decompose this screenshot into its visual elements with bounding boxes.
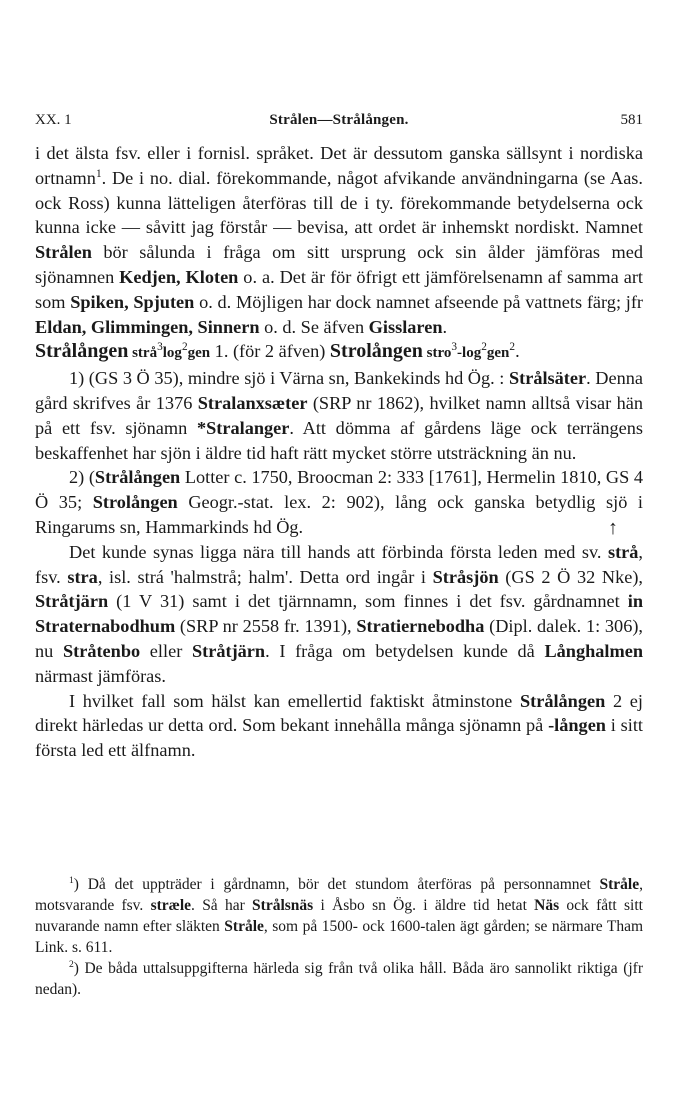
footnote-ref-2[interactable]: 2 (509, 341, 516, 354)
footnote-ref-1[interactable]: 1 (95, 167, 102, 180)
footnote-1: $^1$) Då det uppträder i gårdnamn, bör det stundom återföras på personnamnet Stråle, motsvarande fsv. stræle. Så har Strålsnäs i Åsbo sn Ög. i äldre tid hetat Näs ock fått sitt nuvarande namn efter släkten Stråle, som på 1500- ock 1600-talen ägt gården; se närmare Tham Link. s. 611. (35, 874, 644, 956)
entry-variant: Strolången (329, 340, 423, 363)
margin-mark-icon: ↑ (608, 517, 618, 539)
footnote-2: $^2$) De båda uttalsuppgifterna härleda sig från två olika håll. Båda äro sannolikt riktiga (jfr nedan). (35, 958, 643, 998)
paragraph-conclusion: I hvilket fall som hälst kan emellertid faktiskt åtminstone Strålången 2 ej direkt härledas ur detta ord. Som bekant innehålla många sjönamn på -lången i sitt första led ett älfnamn. (35, 690, 643, 761)
running-header (35, 109, 643, 131)
main-text (35, 141, 643, 763)
paragraph-strålen-conclusion: i det älsta fsv. eller i fornisl. språket. Det är dessutom ganska sällsynt i nordiska ortnamn$^1$. De i no. dial. förekommande, något afvikande användningarna (se Aas. ock Ross) kunna lätteligen återföras till de i ty. förekommande betydelserna ock kunna icke — såvitt jag förstår — bevisa, att ordet är inhemskt nordiskt. Namnet Strålen bör sålunda i fråga om sitt ursprung ock sin ålder jämföras med sjönamnen Kedjen, Kloten o. a. Det är för öfrigt ett jämförelsenamn af samma art som Spiken, Spjuten o. d. Möjligen har dock namnet afseende på vattnets färg; jfr Eldan, Glimmingen, Sinnern o. d. Se äfven Gisslaren. (35, 143, 644, 337)
section-number: XX. 1 (35, 112, 72, 128)
header-title: Strålen—Strålången. (269, 112, 409, 128)
entry-headword-line: Strålången $strå^3\log^2gen$ 1. (för 2 äfven) Strolången $stro^3-\log^2gen^2$. (35, 340, 520, 363)
page-number: 581 (620, 112, 643, 128)
entry-item-2: 2) (Strålången Lotter c. 1750, Broocman 2: 333 [1761], Hermelin 1810, GS 4 Ö 35; Strolången Geogr.-stat. lex. 2: 902), lång ock ganska betydlig sjö i Ringarums sn, Hammarkinds hd Ög. (35, 467, 643, 537)
paragraph-etymology: Det kunde synas ligga nära till hands att förbinda första leden med sv. strå, fsv. stra, isl. strá 'halmstrå; halm'. Detta ord ingår i Stråsjön (GS 2 Ö 32 Nke), Stråtjärn (1 V 31) samt i det tjärnnamn, som finnes i det fsv. gårdnamnet in Straternabodhum (SRP nr 2558 fr. 1391), Stratiernebodha (Dipl. dalek. 1: 306), nu Stråtenbo eller Stråtjärn. I fråga om betydelsen kunde då Långhalmen närmast jämföras. (35, 541, 643, 686)
footnotes (35, 874, 643, 1000)
entry-item-1: 1) (GS 3 Ö 35), mindre sjö i Värna sn, Bankekinds hd Ög. : Strålsäter. Denna gård skrifves år 1376 Stralanxsæter (SRP nr 1862), hvilket namn alltså visar hän på ett fsv. sjönamn *Stralanger. Att dömma af gårdens läge ock terrängens beskaffenhet har sjön i äldre tid haft rätt mycket större utsträckning än nu. (35, 368, 643, 463)
entry-headword: Strålången (35, 340, 129, 363)
